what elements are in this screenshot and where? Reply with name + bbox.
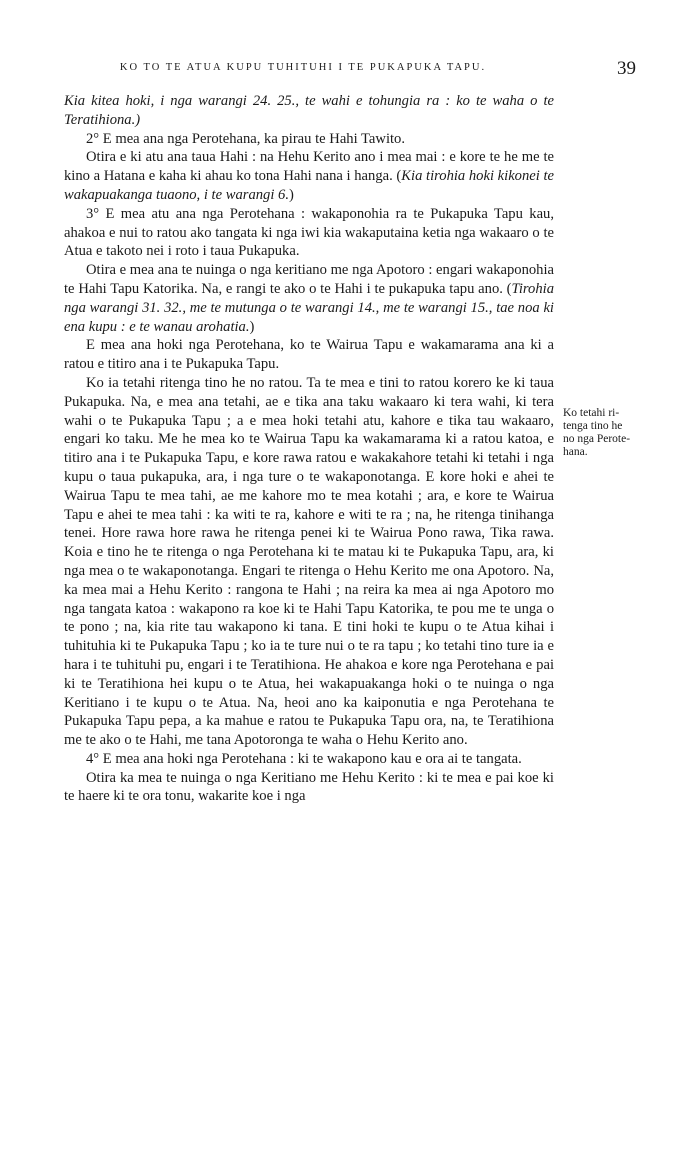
paragraph-text: ) <box>249 318 255 335</box>
page-number: 39 <box>617 58 636 79</box>
margin-note-line: tenga tino he <box>563 420 623 432</box>
italic-reference: Tirohia nga warangi 31. 32., me te mutunga o te warangi 14., me te warangi 15., tae noa ki ena kupu : e te wanau arohatia. <box>64 280 554 335</box>
paragraph-keritiano: Otira ka mea te nuinga o nga Keritiano me Hehu Kerito : ki te mea e pai koe ki te haere ki te ora tonu, wakarite koe i nga <box>64 769 554 805</box>
paragraph-text: Otira e ki atu ana taua Hahi : na Hehu Kerito ano i mea mai : e kore te he me te kino a Hatana e kaha ki ahau ko tona Hahi nana i hanga. ( <box>64 149 554 185</box>
paragraph-text: ) <box>288 186 294 203</box>
margin-note-line: hana. <box>563 446 588 458</box>
paragraph-point-4: 4° E mea ana hoki nga Perotehana : ki te wakapono kau e ora ai te tangata. <box>86 750 522 767</box>
margin-note <box>563 407 681 459</box>
margin-note-line: no nga Perote- <box>563 433 631 445</box>
paragraph-wairua-tapu: E mea ana hoki nga Perotehana, ko te Wairua Tapu e wakamarama ana ki a ratou e titiro ana i te Pukapuka Tapu. <box>64 337 554 373</box>
paragraph-ritenga-tino-he: Ko ia tetahi ritenga tino he no ratou. Ta te mea e tini to ratou korero ke ki taua Pukapuka. Na, e mea ana tetahi, ae e tika ana taku wakaaro ki tera wahi, ki tera wahi o te Pukapuka Tapu ; a e mea hoki tetahi atu, kahore e tika tau wakaaro, engari ko taku. Me he mea ko te Wairua Tapu ka wakamarama ki a ratou katoa, e titiro ana i te Pukapuka Tapu, e kore rawa ratou e wakakahore tetahi ki tetahi i nga kupu o taua pukapuka, ara, i nga ture o te wakaponotanga. E kore hoki e ahei te Wairua Tapu te mea tahi, ae me kahore mo te mea kotahi ; ara, e kore te Wairua Tapu e ahei te mea tahi : ka witi te ra, kahore e witi te ra ; na, he ritenga tinihanga tenei. Hore rawa hore rawa he ritenga penei ki te Wairua Pono rawa, Tika rawa. Koia e tino he te ritenga o nga Perotehana ki te matau ki te Pukapuka Tapu, ara, ki nga mea o te wakaponotanga. Engari te ritenga o Hehu Kerito me ona Apotoro. Na, ka mea mai a Hehu Kerito : rangona te Hahi ; na reira ka mea ai nga Apotoro mo nga tangata katoa : wakapono ra koe ki te Hahi Tapu Katorika, te pou me te unga o te pono ; na, kia rite tau wakapono ki tana. E tini hoki te kupu o te Atua kihai i tuhituhia ki te Pukapuka Tapu ; ko ia te ture nui o te ra tapu ; ko tetahi tino ture ia e hara i te tuhituhi pu, engari i te Teratihiona. He ahakoa e kore nga Perotehana e pai ki te Teratihiona hei kupu o te Atua, hei wakapuakanga hoki o te nuinga o nga Keritiano i te kupu o te Atua. Na, heoi ano ka kaiponutia e nga Perotehana te Pukapuka Tapu pepa, a ka mahue e ratou te Pukapuka Tapu ora, na, te Teratihiona me te ako o te Hahi, me tana Apotoronga te waha o Hehu Kerito ano. <box>64 374 554 749</box>
italic-reference: Kia kitea hoki, i nga warangi 24. 25., te wahi e tohungia ra : ko te waha o te Teratihiona.) <box>64 93 554 128</box>
paragraph-text: Otira e mea ana te nuinga o nga keritiano me nga Apotoro : engari wakaponohia te Hahi Tapu Katorika. Na, e rangi te ako o te Hahi i te pukapuka tapu ano. ( <box>64 262 554 297</box>
paragraph-apotoro <box>64 261 554 336</box>
paragraph-continuation <box>64 92 554 130</box>
paragraph-point-2: 2° E mea ana nga Perotehana, ka pirau te Hahi Tawito. <box>86 130 406 147</box>
main-text <box>64 92 554 806</box>
paragraph-point-3: 3° E mea atu ana nga Perotehana : wakaponohia ra te Pukapuka Tapu kau, ahakoa e nui to ratou ako tangata ki nga iwi kia wakaputaina ketia nga wakaaro o te Atua e takoto nei i roto i taua Pukapuka. <box>64 205 554 260</box>
italic-reference: Kia tirohia hoki kikonei te wakapuakanga tuaono, i te warangi 6. <box>64 168 554 203</box>
margin-note-line: Ko tetahi ri- <box>563 407 620 419</box>
running-head: KO TO TE ATUA KUPU TUHITUHI I TE PUKAPUKA TAPU. <box>119 62 487 73</box>
paragraph-hahi-reply <box>64 148 554 204</box>
page-header <box>64 58 636 80</box>
